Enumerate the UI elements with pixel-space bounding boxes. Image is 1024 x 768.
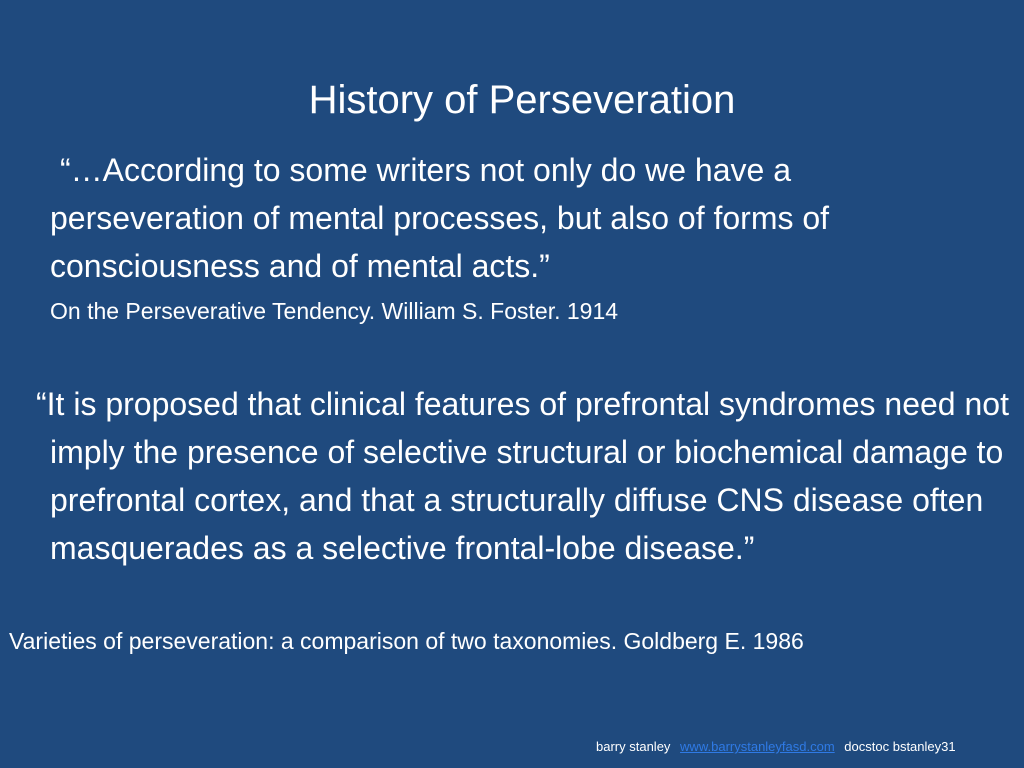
footer-author: barry stanley (596, 739, 671, 754)
foster-quote: “…According to some writers not only do we have a perseveration of mental processes, but also of forms of consciousness and of mental acts.” (50, 152, 830, 284)
footer-website-link[interactable]: www.barrystanleyfasd.com (680, 739, 835, 754)
goldberg-citation: Varieties of perseveration: a comparison of two taxonomies. Goldberg E. 1986 (9, 628, 804, 654)
slide-footer (596, 738, 956, 756)
slide-title: History of Perseveration (308, 78, 736, 122)
foster-citation: On the Perseverative Tendency. William S. Foster. 1914 (50, 298, 619, 324)
footer-docstoc: docstoc bstanley31 (844, 739, 956, 754)
goldberg-quote: “It is proposed that clinical features of prefrontal syndromes need not imply the presence of selective structural or biochemical damage to prefrontal cortex, and that a structurally diffuse CNS disease often masquerades as a selective frontal-lobe disease.” (36, 386, 1009, 566)
